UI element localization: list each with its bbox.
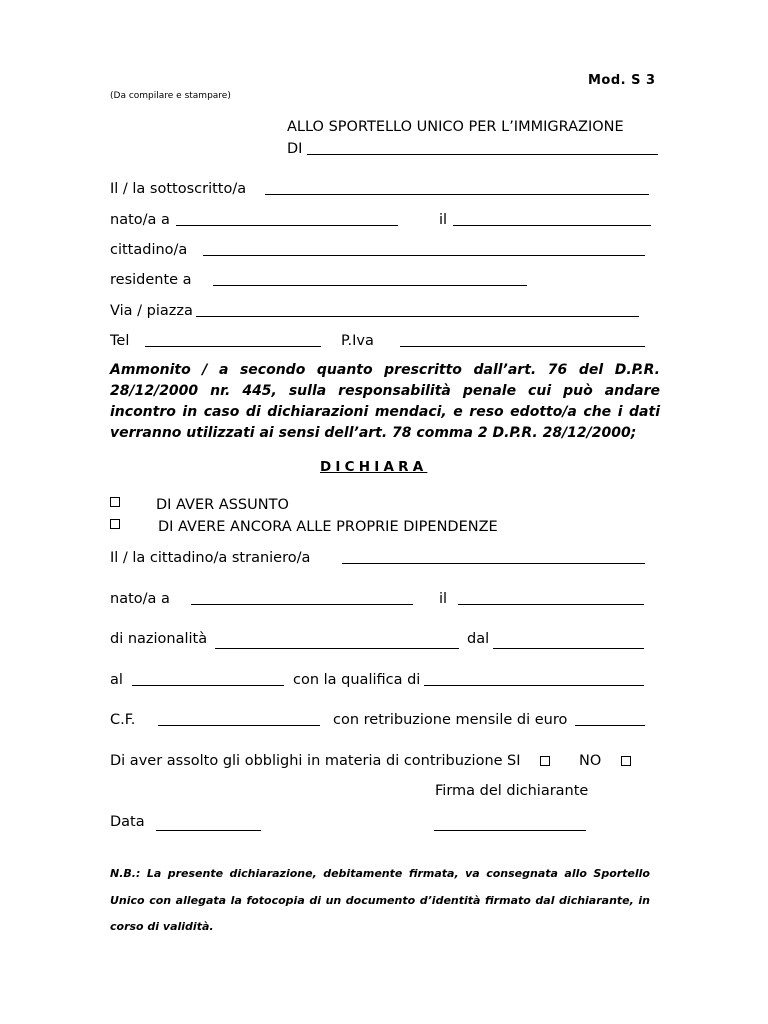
addressee-city-field[interactable] xyxy=(307,154,658,155)
tel-field[interactable] xyxy=(145,346,321,347)
straniero-field[interactable] xyxy=(342,563,645,564)
citizenship-field[interactable] xyxy=(203,255,645,256)
tel-label: Tel xyxy=(110,333,130,349)
dichiara-heading: DICHIARA xyxy=(320,459,428,475)
via-label: Via / piazza xyxy=(110,303,193,319)
address-field[interactable] xyxy=(196,316,639,317)
addressee-line1: ALLO SPORTELLO UNICO PER L’IMMIGRAZIONE xyxy=(287,119,624,135)
si-checkbox[interactable] xyxy=(540,756,550,766)
retribuzione-label: con retribuzione mensile di euro xyxy=(333,712,568,728)
worker-birthdate-field[interactable] xyxy=(458,604,644,605)
firma-label: Firma del dichiarante xyxy=(435,783,589,799)
ammonito-paragraph: Ammonito / a secondo quanto prescritto dall’art. 76 del D.P.R. 28/12/2000 nr. 445, sulla responsabilità penale cui può andare incontro in caso di dichiarazioni mendaci, e reso edotto/a che i dati verranno utilizzati ai sensi dell’art. 78 comma 2 D.P.R. 28/12/2000; xyxy=(110,362,660,441)
sottoscritto-label: Il / la sottoscritto/a xyxy=(110,181,247,197)
form-note: (Da compilare e stampare) xyxy=(110,91,231,101)
straniero-label: Il / la cittadino/a straniero/a xyxy=(110,550,311,566)
declarant-birthdate-field[interactable] xyxy=(453,225,651,226)
option-assunto-label: DI AVER ASSUNTO xyxy=(156,497,289,513)
obblighi-label: Di aver assolto gli obblighi in materia di contribuzione xyxy=(110,753,503,769)
al-label: al xyxy=(110,672,123,688)
sottoscritto-field[interactable] xyxy=(265,194,649,195)
qualifica-label: con la qualifica di xyxy=(293,672,421,688)
form-code: Mod. S 3 xyxy=(588,73,656,88)
nazionalita-label: di nazionalità xyxy=(110,631,208,647)
qualifica-field[interactable] xyxy=(424,685,644,686)
residente-label: residente a xyxy=(110,272,192,288)
declarant-birthplace-field[interactable] xyxy=(176,225,398,226)
signature-field[interactable] xyxy=(434,830,586,831)
worker-il-label: il xyxy=(439,591,448,607)
worker-nato-label: nato/a a xyxy=(110,591,170,607)
dal-label: dal xyxy=(467,631,490,647)
piva-label: P.Iva xyxy=(341,333,374,349)
residence-field[interactable] xyxy=(213,285,527,286)
cf-label: C.F. xyxy=(110,712,136,728)
worker-birthplace-field[interactable] xyxy=(191,604,413,605)
al-field[interactable] xyxy=(132,685,284,686)
data-label: Data xyxy=(110,814,145,830)
date-field[interactable] xyxy=(156,830,261,831)
option-dipendenze-checkbox[interactable] xyxy=(110,519,120,529)
cf-field[interactable] xyxy=(158,725,320,726)
option-dipendenze-label: DI AVERE ANCORA ALLE PROPRIE DIPENDENZE xyxy=(158,519,498,535)
no-label: NO xyxy=(579,753,602,769)
option-assunto-checkbox[interactable] xyxy=(110,497,120,507)
dal-field[interactable] xyxy=(493,648,644,649)
declarant-il-label: il xyxy=(439,212,448,228)
nationality-field[interactable] xyxy=(215,648,459,649)
no-checkbox[interactable] xyxy=(621,756,631,766)
retribuzione-field[interactable] xyxy=(575,725,645,726)
cittadino-label: cittadino/a xyxy=(110,242,188,258)
declarant-nato-label: nato/a a xyxy=(110,212,170,228)
piva-field[interactable] xyxy=(400,346,645,347)
nb-note: N.B.: La presente dichiarazione, debitamente firmata, va consegnata allo Sportello Unico con allegata la fotocopia di un documento d’identità firmato dal dichiarante, in corso di validità. xyxy=(110,867,650,933)
si-label: SI xyxy=(507,753,521,769)
addressee-line2: DI xyxy=(287,141,303,157)
